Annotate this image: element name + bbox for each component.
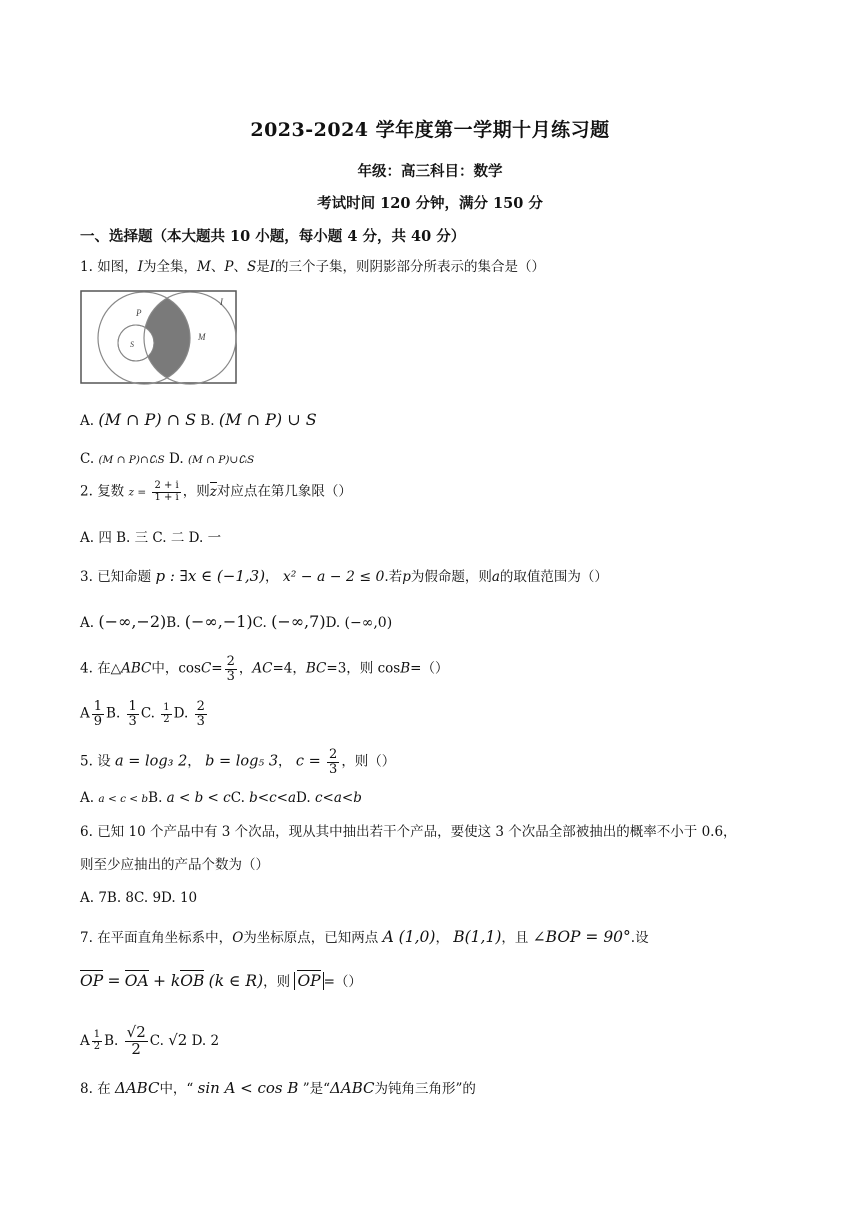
question-5-options: A. a < c < bB. a < b < cC. b<c<aD. c<a<b	[80, 790, 362, 806]
question-1-options-cd: C. (M ∩ P)∩∁ᵢS D. (M ∩ P)∪∁ᵢS	[80, 451, 255, 467]
label-m: M	[198, 332, 206, 342]
exam-info: 考试时间 120 分钟，满分 150 分	[317, 195, 543, 212]
page-title: 2023-2024 学年度第一学期十月练习题	[250, 119, 610, 141]
question-6: 6. 已知 10 个产品中有 3 个次品，现从其中抽出若干个产品，要使这 3 个次品全部被抽出的概率不小于 0.6，	[80, 824, 737, 840]
section-heading: 一、选择题（本大题共 10 小题，每小题 4 分，共 40 分）	[80, 228, 466, 245]
label-p: P	[136, 308, 142, 318]
question-5: 5. 设 a = log₃ 2， b = log₅ 3， c = $\frac{2}{3}$ ，则（）	[80, 747, 396, 777]
question-4-options: A $\frac{1}{9}$ B. $\frac{1}{3}$ C. $\frac{1}{2}$ D. $\frac{2}{3}$	[80, 699, 205, 729]
venn-diagram	[80, 290, 238, 386]
question-6-line2: 则至少应抽出的产品个数为（）	[80, 857, 269, 873]
question-2-options: A. 四 B. 三 C. 二 D. 一	[80, 530, 222, 546]
question-1: 1. 如图，I为全集，M、P、S是I的三个子集，则阴影部分所表示的集合是（）	[80, 259, 546, 275]
question-3: 3. 已知命题 p : ∃x ∈ (−1,3)， x² − a − 2 ≤ 0.若p为假命题，则a的取值范围为（）	[80, 567, 608, 585]
question-6-options: A. 7B. 8C. 9D. 10	[80, 890, 198, 906]
question-2: 2. 复数 z = $\frac{2 + i}{1 + i}$ ，则z对应点在第几象限（）	[80, 480, 352, 503]
grade-subject: 年级：高三科目：数学	[357, 163, 503, 180]
question-8: 8. 在 ΔABC中，“ sin A < cos B ”是“ΔABC为钝角三角形”的	[80, 1079, 476, 1097]
question-3-options: A. (−∞,−2)B. (−∞,−1)C. (−∞,7)D. (−∞,0)	[80, 612, 393, 631]
label-s: S	[130, 340, 134, 349]
question-7-line2: OP = OA + kOB (k ∈ R)，则 OP =（）	[80, 972, 362, 990]
label-i: I	[220, 297, 223, 307]
question-1-options-ab: A. (M ∩ P) ∩ S B. (M ∩ P) ∪ S	[80, 410, 317, 429]
question-7: 7. 在平面直角坐标系中，O为坐标原点，已知两点 A (1,0)， B(1,1)，且 ∠BOP = 90°.设	[80, 928, 649, 946]
question-4: 4. 在△ABC中，cosC= $\frac{2}{3}$ ，AC=4，BC=3，则 cosB=（）	[80, 654, 449, 684]
question-7-options: A $\frac{1}{2}$ B. $\frac{√2}{2}$ C. √2 D. 2	[80, 1023, 220, 1058]
